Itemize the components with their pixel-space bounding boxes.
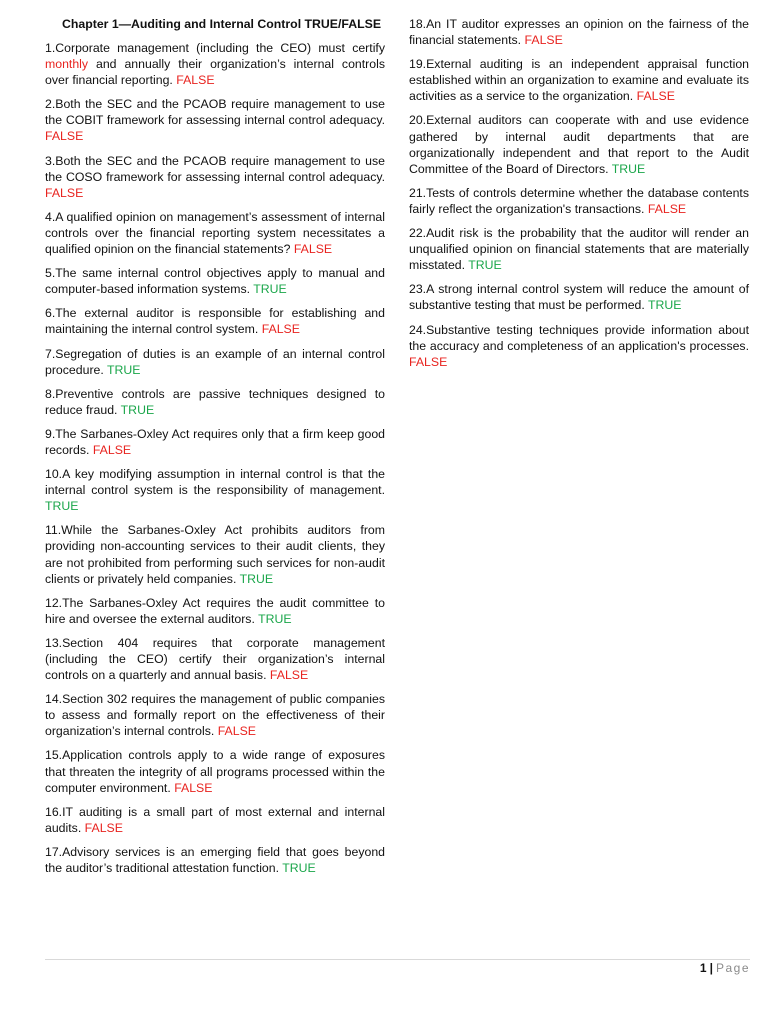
- question-item-21: 21.Tests of controls determine whether the database contents fairly reflect the organization's transactions. FALSE: [409, 185, 749, 216]
- question-item-14: 14.Section 302 requires the management of public companies to assess and formally report on the effectiveness of their organization’s internal controls. FALSE: [45, 692, 385, 739]
- question-item-16: 16.IT auditing is a small part of most external and internal audits. FALSE: [45, 804, 385, 835]
- answer-label: TRUE: [611, 161, 646, 176]
- question-item-12: 12.The Sarbanes-Oxley Act requires the audit committee to hire and oversee the external auditors. TRUE: [45, 595, 385, 626]
- document-title: Chapter 1—Auditing and Internal Control TRUE/FALSE: [62, 17, 382, 31]
- question-item-2: 2.Both the SEC and the PCAOB require management to use the COBIT framework for assessing internal control adequacy. FALSE: [45, 97, 385, 144]
- answer-label: TRUE: [258, 611, 292, 626]
- left-column: [45, 16, 385, 884]
- question-item-5: 5.The same internal control objectives apply to manual and computer-based information systems. TRUE: [45, 266, 385, 297]
- footer-separator: |: [709, 961, 713, 975]
- answer-label: FALSE: [217, 724, 256, 739]
- question-item-9: 9.The Sarbanes-Oxley Act requires only that a firm keep good records. FALSE: [45, 426, 385, 457]
- question-item-8: 8.Preventive controls are passive techniques designed to reduce fraud. TRUE: [45, 386, 385, 417]
- answer-label: TRUE: [107, 362, 141, 377]
- question-item-15: 15.Application controls apply to a wide range of exposures that threaten the integrity of all programs processed within the computer environment. FALSE: [45, 748, 385, 795]
- answer-label: FALSE: [647, 201, 687, 216]
- question-item-3: 3.Both the SEC and the PCAOB require management to use the COSO framework for assessing internal control adequacy. FALSE: [45, 153, 385, 200]
- question-item-4: 4.A qualified opinion on management’s assessment of internal controls over the financial reporting system necessitates a qualified opinion on the financial statements? FALSE: [45, 209, 385, 257]
- answer-label: FALSE: [174, 780, 213, 795]
- answer-label: FALSE: [92, 442, 132, 457]
- question-item-20: 20.External auditors can cooperate with and use evidence gathered by internal audit departments that are organizationally independent and that report to the Audit Committee of the Board of Directors. TRUE: [409, 113, 749, 176]
- answer-label: FALSE: [261, 322, 300, 337]
- question-item-23: 23.A strong internal control system will reduce the amount of substantive testing that must be performed. TRUE: [409, 282, 749, 313]
- answer-label: FALSE: [84, 820, 123, 835]
- answer-label: FALSE: [524, 33, 563, 48]
- question-item-1: 1.Corporate management (including the CEO) must certify monthly and annually their organization’s internal controls over financial reporting. FALSE: [45, 41, 385, 88]
- answer-label: FALSE: [293, 242, 333, 257]
- question-item-18: 18.An IT auditor expresses an opinion on the fairness of the financial statements. FALSE: [409, 17, 749, 48]
- question-item-13: 13.Section 404 requires that corporate management (including the CEO) certify their organization’s internal controls on a quarterly and annual basis. FALSE: [45, 635, 385, 683]
- page-number: 1: [699, 961, 707, 975]
- answer-label: FALSE: [176, 73, 215, 88]
- right-column: [409, 16, 749, 378]
- question-item-17: 17.Advisory services is an emerging field that goes beyond the auditor’s traditional attestation function. TRUE: [45, 844, 385, 876]
- answer-label: FALSE: [45, 129, 84, 144]
- answer-label: TRUE: [120, 402, 155, 417]
- footer-divider: [45, 959, 750, 960]
- answer-label: FALSE: [45, 185, 84, 200]
- highlighted-word: monthly: [45, 57, 89, 72]
- page-footer: [700, 960, 750, 976]
- question-item-11: 11.While the Sarbanes-Oxley Act prohibits auditors from providing non-accounting services to their audit clients, they are not prohibited from performing such services for non-audit clients or privately held companies. TRUE: [45, 523, 385, 586]
- answer-label: FALSE: [269, 668, 309, 683]
- question-item-10: 10.A key modifying assumption in internal control is that the internal control system is the responsibility of management. TRUE: [45, 467, 385, 514]
- answer-label: TRUE: [45, 499, 79, 514]
- answer-label: TRUE: [253, 282, 287, 297]
- question-item-24: 24.Substantive testing techniques provide information about the accuracy and completeness of an application's processes. FALSE: [409, 322, 749, 369]
- question-item-22: 22.Audit risk is the probability that the auditor will render an unqualified opinion on financial statements that are materially misstated. TRUE: [409, 226, 749, 273]
- question-item-19: 19.External auditing is an independent appraisal function established within an organization to examine and evaluate its activities as a service to the organization. FALSE: [409, 57, 749, 104]
- answer-label: TRUE: [468, 258, 502, 273]
- page-label: Page: [715, 961, 750, 975]
- answer-label: TRUE: [282, 861, 316, 876]
- answer-label: TRUE: [648, 298, 682, 313]
- answer-label: FALSE: [409, 354, 448, 369]
- answer-label: TRUE: [239, 571, 274, 586]
- question-item-6: 6.The external auditor is responsible for establishing and maintaining the internal control system. FALSE: [45, 306, 385, 337]
- answer-label: FALSE: [636, 89, 675, 104]
- question-item-7: 7.Segregation of duties is an example of an internal control procedure. TRUE: [45, 346, 385, 377]
